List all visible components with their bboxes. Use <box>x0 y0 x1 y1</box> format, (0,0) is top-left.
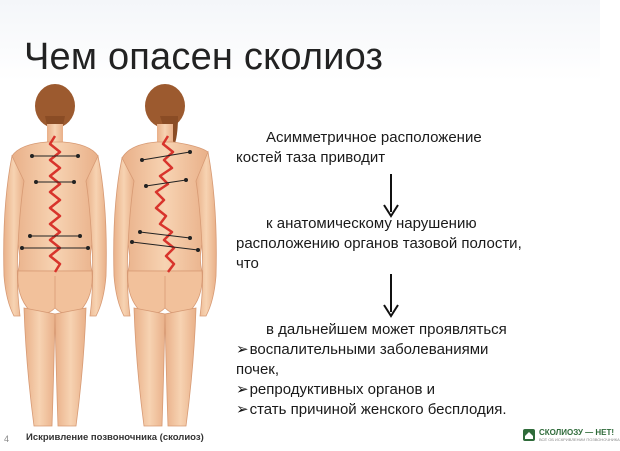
down-arrow-icon <box>381 272 401 318</box>
bullet-continuation: почек, <box>236 361 280 378</box>
step2-line1: к анатомическому нарушению <box>266 215 477 232</box>
corner-mark: 4 <box>4 434 10 444</box>
spine-illustration <box>0 86 220 426</box>
arrowhead-bullet-icon: ➢ <box>236 381 249 398</box>
house-logo-icon <box>522 428 536 442</box>
arrowhead-bullet-icon: ➢ <box>236 401 249 418</box>
down-arrow-icon <box>381 172 401 218</box>
figure-scoliosis <box>114 84 217 426</box>
cause-effect-flow <box>236 128 576 420</box>
logo-text: СКОЛИОЗУ — НЕТ! <box>539 428 615 437</box>
step1-line1: Асимметричное расположение <box>266 129 482 146</box>
bullet-item-2 <box>236 380 576 400</box>
arrowhead-bullet-icon: ➢ <box>236 341 249 358</box>
figure-healthy <box>4 84 107 426</box>
bullet-text-1: воспалительными заболеваниями <box>249 341 489 358</box>
bullet-text-3: стать причиной женского бесплодия. <box>249 401 507 418</box>
bullet-item-1 <box>236 340 576 360</box>
slide-title: Чем опасен сколиоз <box>24 36 384 78</box>
step2-line3: что <box>236 255 259 272</box>
step1-line2: костей таза приводит <box>236 149 386 166</box>
step2-line2: расположению органов тазовой полости, <box>236 235 522 252</box>
bullet-text-2: репродуктивных органов и <box>249 381 435 398</box>
two-figures-illustration <box>0 86 220 426</box>
site-logo <box>522 428 620 442</box>
illustration-caption: Искривление позвоночника (сколиоз) <box>26 432 204 443</box>
logo-subtext: ВСЁ ОБ ИСКРИВЛЕНИИ ПОЗВОНОЧНИКА <box>539 437 620 442</box>
bullet-item-3 <box>236 400 576 420</box>
step3-intro: в дальнейшем может проявляться <box>266 321 507 338</box>
